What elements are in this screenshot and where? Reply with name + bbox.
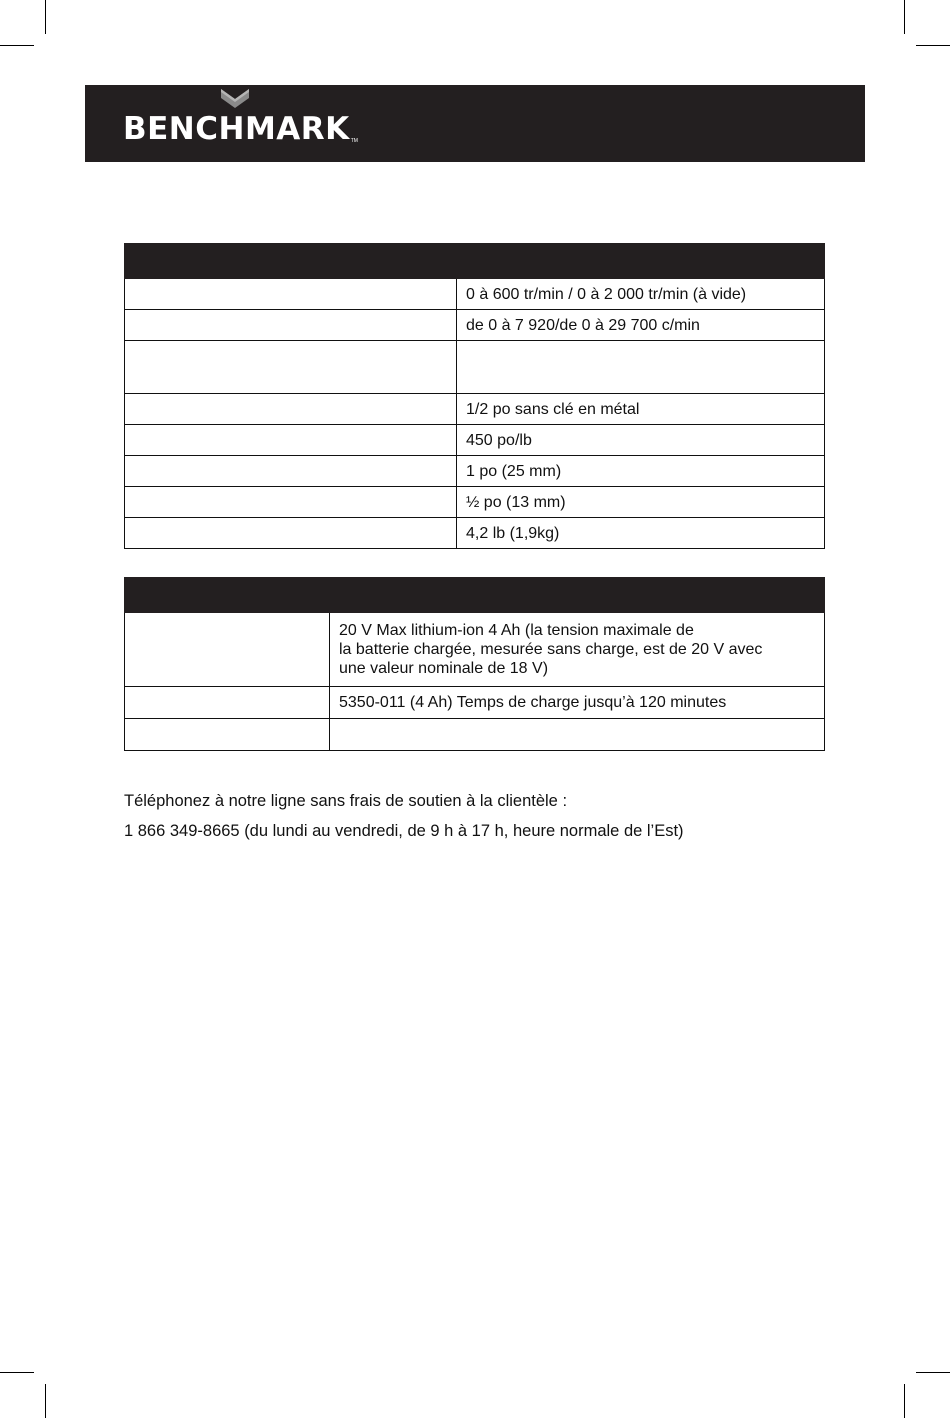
table-row xyxy=(125,719,825,751)
spec-value xyxy=(330,613,825,687)
logo-text: BENCHMARK xyxy=(123,111,350,147)
spec-label xyxy=(125,310,457,341)
crop-mark-bottom-right-vertical xyxy=(904,1384,905,1418)
spec-label xyxy=(125,518,457,549)
table-header-row xyxy=(125,244,825,279)
support-phone-hours: 1 866 349-8665 (du lundi au vendredi, de 9 h à 17 h, heure normale de l’Est) xyxy=(124,822,684,840)
spec-value xyxy=(330,719,825,751)
spec-value-line: 20 V Max lithium-ion 4 Ah (la tension maximale de xyxy=(339,622,694,639)
spec-label xyxy=(125,613,330,687)
spec-label xyxy=(125,425,457,456)
crop-mark-bottom-left-vertical xyxy=(45,1384,46,1418)
spec-label xyxy=(125,341,457,394)
spec-value xyxy=(457,341,825,394)
crop-mark-top-right-vertical xyxy=(904,0,905,34)
chevron-down-icon xyxy=(219,87,251,113)
battery-specifications-table xyxy=(124,577,825,751)
crop-mark-bottom-right-horizontal xyxy=(916,1372,950,1373)
spec-value: 1/2 po sans clé en métal xyxy=(457,394,825,425)
spec-value: ½ po (13 mm) xyxy=(457,487,825,518)
spec-value: 1 po (25 mm) xyxy=(457,456,825,487)
table-row xyxy=(125,687,825,719)
crop-mark-top-left-horizontal xyxy=(0,45,34,46)
tool-specifications-table xyxy=(124,243,825,549)
table-header-cell xyxy=(125,244,825,279)
table-row xyxy=(125,341,825,394)
spec-value-line: la batterie chargée, mesurée sans charge, est de 20 V avec xyxy=(339,641,763,658)
spec-value: 450 po/lb xyxy=(457,425,825,456)
table-row xyxy=(125,613,825,687)
spec-value: de 0 à 7 920/de 0 à 29 700 c/min xyxy=(457,310,825,341)
table-header-cell xyxy=(125,578,825,613)
table-row xyxy=(125,425,825,456)
spec-value: 0 à 600 tr/min / 0 à 2 000 tr/min (à vide) xyxy=(457,279,825,310)
crop-mark-top-left-vertical xyxy=(45,0,46,34)
spec-label xyxy=(125,394,457,425)
spec-value-line: une valeur nominale de 18 V) xyxy=(339,660,549,677)
spec-label xyxy=(125,487,457,518)
spec-value: 5350-011 (4 Ah) Temps de charge jusqu’à 120 minutes xyxy=(330,687,825,719)
crop-mark-bottom-left-horizontal xyxy=(0,1372,34,1373)
table-row xyxy=(125,394,825,425)
spec-label xyxy=(125,719,330,751)
table-row xyxy=(125,456,825,487)
support-text: Téléphonez à notre ligne sans frais de soutien à la clientèle : xyxy=(124,792,568,810)
logo-trademark: TM xyxy=(350,138,358,144)
table-row xyxy=(125,518,825,549)
table-row xyxy=(125,279,825,310)
spec-label xyxy=(125,456,457,487)
table-row xyxy=(125,310,825,341)
brand-header xyxy=(85,85,865,162)
spec-value: 4,2 lb (1,9kg) xyxy=(457,518,825,549)
spec-label xyxy=(125,687,330,719)
spec-label xyxy=(125,279,457,310)
table-row xyxy=(125,487,825,518)
crop-mark-top-right-horizontal xyxy=(916,45,950,46)
table-header-row xyxy=(125,578,825,613)
